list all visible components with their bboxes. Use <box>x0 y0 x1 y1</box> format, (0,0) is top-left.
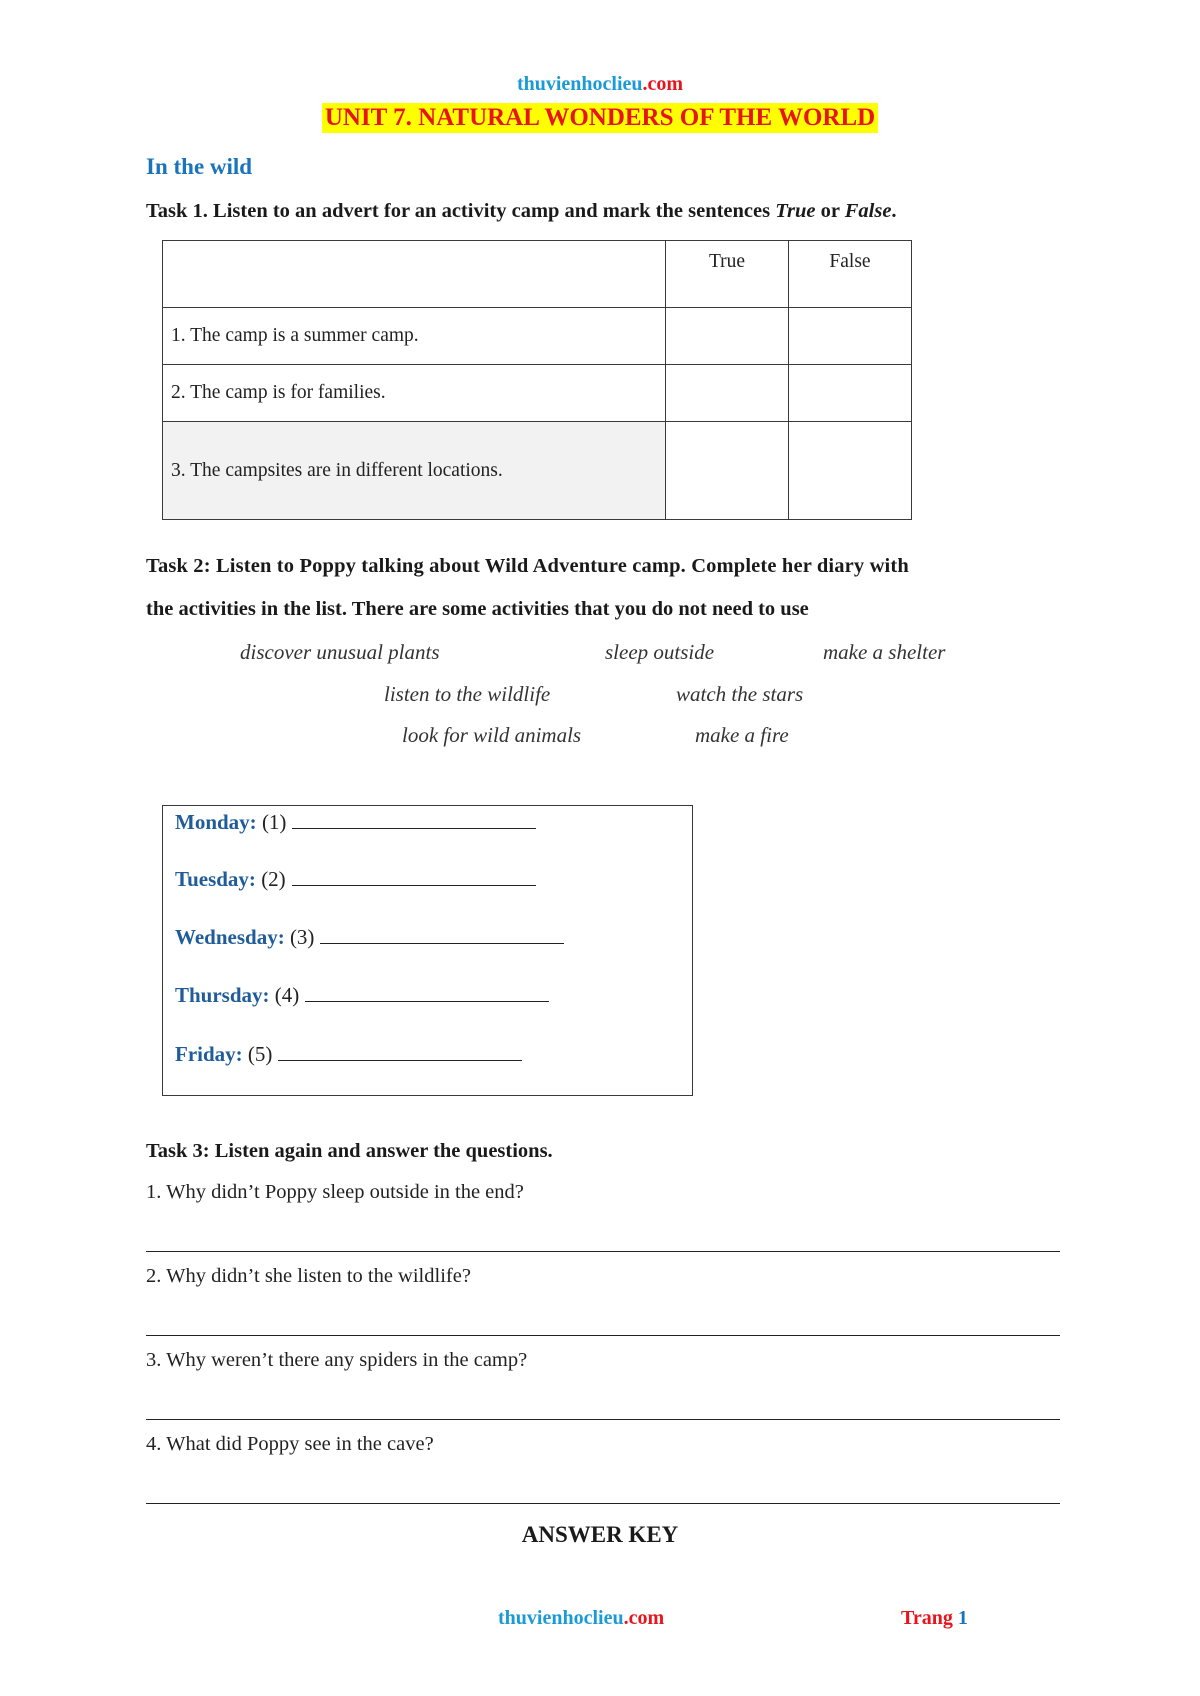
false-word: False <box>844 200 892 222</box>
footer-site-name: thuvienhoclieu <box>498 1607 624 1629</box>
answer-line[interactable] <box>146 1503 1060 1504</box>
answer-blank[interactable] <box>278 1042 522 1061</box>
diary-day: Friday: <box>175 1042 243 1066</box>
page-number: 1 <box>957 1607 968 1629</box>
page-label: Trang <box>901 1607 958 1629</box>
activity-option: sleep outside <box>605 640 715 664</box>
activity-option: make a fire <box>695 723 789 747</box>
question: 4. What did Poppy see in the cave? <box>146 1433 434 1455</box>
activity-option: watch the stars <box>676 682 804 706</box>
answer-blank[interactable] <box>305 983 549 1002</box>
header-false: False <box>789 241 912 308</box>
false-answer-cell[interactable] <box>789 422 912 520</box>
activity-option: listen to the wildlife <box>384 682 551 706</box>
diary-entry <box>175 1042 522 1067</box>
table-row <box>163 422 912 520</box>
diary-entry <box>175 983 549 1008</box>
task2-instruction-line2: the activities in the list. There are some activities that you do not need to use <box>146 598 809 620</box>
title-wrap <box>0 103 1200 133</box>
false-answer-cell[interactable] <box>789 308 912 365</box>
header-true: True <box>666 241 789 308</box>
question: 2. Why didn’t she listen to the wildlife? <box>146 1265 471 1287</box>
diary-day: Monday: <box>175 810 257 834</box>
section-heading: In the wild <box>146 154 253 179</box>
page-title: UNIT 7. NATURAL WONDERS OF THE WORLD <box>322 103 878 133</box>
statement-cell: 2. The camp is for families. <box>163 365 666 422</box>
answer-key-heading: ANSWER KEY <box>521 1522 679 1547</box>
footer-site-tld: .com <box>623 1607 665 1629</box>
task1-label: Task 1. Listen to an advert for an activity camp and mark the sentences <box>146 200 776 222</box>
task3-instruction: Task 3: Listen again and answer the questions. <box>146 1140 553 1162</box>
footer-site <box>498 1607 664 1630</box>
diary-number: (3) <box>289 925 315 949</box>
true-answer-cell[interactable] <box>666 365 789 422</box>
or-word: or <box>815 200 845 222</box>
diary-number: (1) <box>261 810 287 834</box>
diary-day: Thursday: <box>175 983 270 1007</box>
header-blank-cell <box>163 241 666 308</box>
activity-option: discover unusual plants <box>240 640 440 664</box>
diary-entry <box>175 925 564 950</box>
true-word: True <box>775 200 816 222</box>
site-header <box>0 73 1200 96</box>
statement-cell: 1. The camp is a summer camp. <box>163 308 666 365</box>
table-header-row <box>163 241 912 308</box>
question: 3. Why weren’t there any spiders in the camp? <box>146 1349 528 1371</box>
answer-line[interactable] <box>146 1419 1060 1420</box>
table-row <box>163 365 912 422</box>
task1-instruction <box>146 200 897 223</box>
diary-entry <box>175 810 536 835</box>
page-indicator <box>901 1607 968 1630</box>
answer-blank[interactable] <box>292 867 536 886</box>
answer-line[interactable] <box>146 1251 1060 1252</box>
diary-day: Wednesday: <box>175 925 285 949</box>
task2-instruction-line1: Task 2: Listen to Poppy talking about Wild Adventure camp. Complete her diary with <box>146 555 909 577</box>
answer-blank[interactable] <box>320 925 564 944</box>
diary-box <box>162 805 693 1096</box>
diary-entry <box>175 867 536 892</box>
true-false-table <box>162 240 912 520</box>
true-answer-cell[interactable] <box>666 308 789 365</box>
statement-cell: 3. The campsites are in different locations. <box>163 422 666 520</box>
diary-number: (5) <box>247 1042 273 1066</box>
question: 1. Why didn’t Poppy sleep outside in the end? <box>146 1181 524 1203</box>
true-answer-cell[interactable] <box>666 422 789 520</box>
false-answer-cell[interactable] <box>789 365 912 422</box>
site-name: thuvienhoclieu <box>516 73 643 95</box>
period: . <box>891 200 897 222</box>
answer-blank[interactable] <box>292 810 536 829</box>
activity-option: look for wild animals <box>402 723 582 747</box>
diary-number: (4) <box>274 983 300 1007</box>
activity-option: make a shelter <box>823 640 946 664</box>
table-row <box>163 308 912 365</box>
diary-day: Tuesday: <box>175 867 256 891</box>
answer-line[interactable] <box>146 1335 1060 1336</box>
diary-number: (2) <box>261 867 286 891</box>
site-tld: .com <box>642 73 684 95</box>
